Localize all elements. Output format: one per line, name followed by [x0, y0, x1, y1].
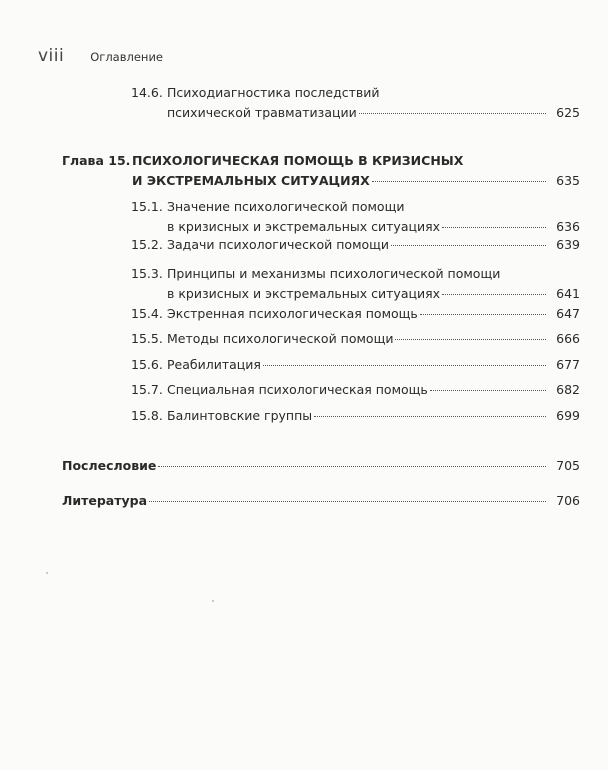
leader-dots [314, 415, 546, 417]
leader-dots [149, 500, 546, 502]
entry-page: 677 [556, 357, 580, 372]
chapter-page: 635 [556, 173, 580, 188]
scan-speck [46, 572, 48, 574]
entry-title: Задачи психологической помощи [167, 237, 390, 252]
entry-page: 705 [556, 458, 580, 473]
leader-dots [372, 180, 546, 182]
toc-entry-15-7[interactable] [131, 380, 580, 400]
entry-title: Специальная психологическая помощь [167, 382, 428, 397]
entry-number: 15.7. [131, 382, 163, 397]
toc-entry-afterword[interactable] [62, 456, 580, 476]
entry-number: 15.3. [131, 266, 163, 281]
entry-number: 14.6. [131, 85, 163, 100]
entry-page: 666 [556, 331, 580, 346]
toc-entry-15-6[interactable] [131, 355, 580, 375]
entry-title-line1: Психодиагностика последствий [167, 85, 380, 100]
leader-dots [263, 364, 546, 366]
entry-page: 682 [556, 382, 580, 397]
entry-title-line1: Значение психологической помощи [167, 199, 405, 214]
entry-number: 15.1. [131, 199, 163, 214]
toc-entry-references[interactable] [62, 491, 580, 511]
leader-dots [158, 465, 546, 467]
entry-number: 15.4. [131, 306, 163, 321]
entry-title-line1: Принципы и механизмы психологической помощи [167, 266, 501, 281]
entry-title: Методы психологической помощи [167, 331, 394, 346]
entry-page: 636 [556, 219, 580, 234]
toc-entry-15-2[interactable] [131, 235, 580, 255]
leader-dots [442, 226, 546, 228]
leader-dots [420, 313, 546, 315]
entry-number: 15.5. [131, 331, 163, 346]
leader-dots [359, 112, 546, 114]
entry-number: 15.6. [131, 357, 163, 372]
page-header [38, 46, 163, 66]
entry-page: 625 [556, 105, 580, 120]
entry-title: Экстренная психологическая помощь [167, 306, 418, 321]
toc-entry-15-5[interactable] [131, 329, 580, 349]
entry-page: 639 [556, 237, 580, 252]
entry-title-line2: психической травматизации [167, 105, 357, 120]
entry-title: Послесловие [62, 458, 157, 473]
leader-dots [442, 293, 546, 295]
toc-entry-15-1[interactable] [131, 197, 580, 237]
chapter-title-line1: ПСИХОЛОГИЧЕСКАЯ ПОМОЩЬ В КРИЗИСНЫХ [132, 153, 464, 168]
entry-title-line2: в кризисных и экстремальных ситуациях [167, 219, 441, 234]
page-number: viii [38, 46, 65, 66]
entry-title-line2: в кризисных и экстремальных ситуациях [167, 286, 441, 301]
toc-entry-15-8[interactable] [131, 406, 580, 426]
leader-dots [430, 389, 546, 391]
scan-speck [212, 600, 214, 602]
chapter-number: Глава 15. [62, 153, 131, 168]
toc-entry-14-6[interactable] [131, 83, 580, 123]
toc-chapter-15[interactable] [62, 151, 580, 191]
entry-title: Балинтовские группы [167, 408, 313, 423]
entry-number: 15.8. [131, 408, 163, 423]
entry-page: 706 [556, 493, 580, 508]
leader-dots [391, 244, 546, 246]
entry-title: Литература [62, 493, 148, 508]
entry-page: 647 [556, 306, 580, 321]
entry-number: 15.2. [131, 237, 163, 252]
chapter-title-line2: И ЭКСТРЕМАЛЬНЫХ СИТУАЦИЯХ [132, 173, 370, 188]
toc-entry-15-3[interactable] [131, 264, 580, 304]
running-title: Оглавление [90, 50, 163, 64]
entry-page: 699 [556, 408, 580, 423]
entry-page: 641 [556, 286, 580, 301]
leader-dots [395, 338, 546, 340]
toc-entry-15-4[interactable] [131, 304, 580, 324]
entry-title: Реабилитация [167, 357, 261, 372]
